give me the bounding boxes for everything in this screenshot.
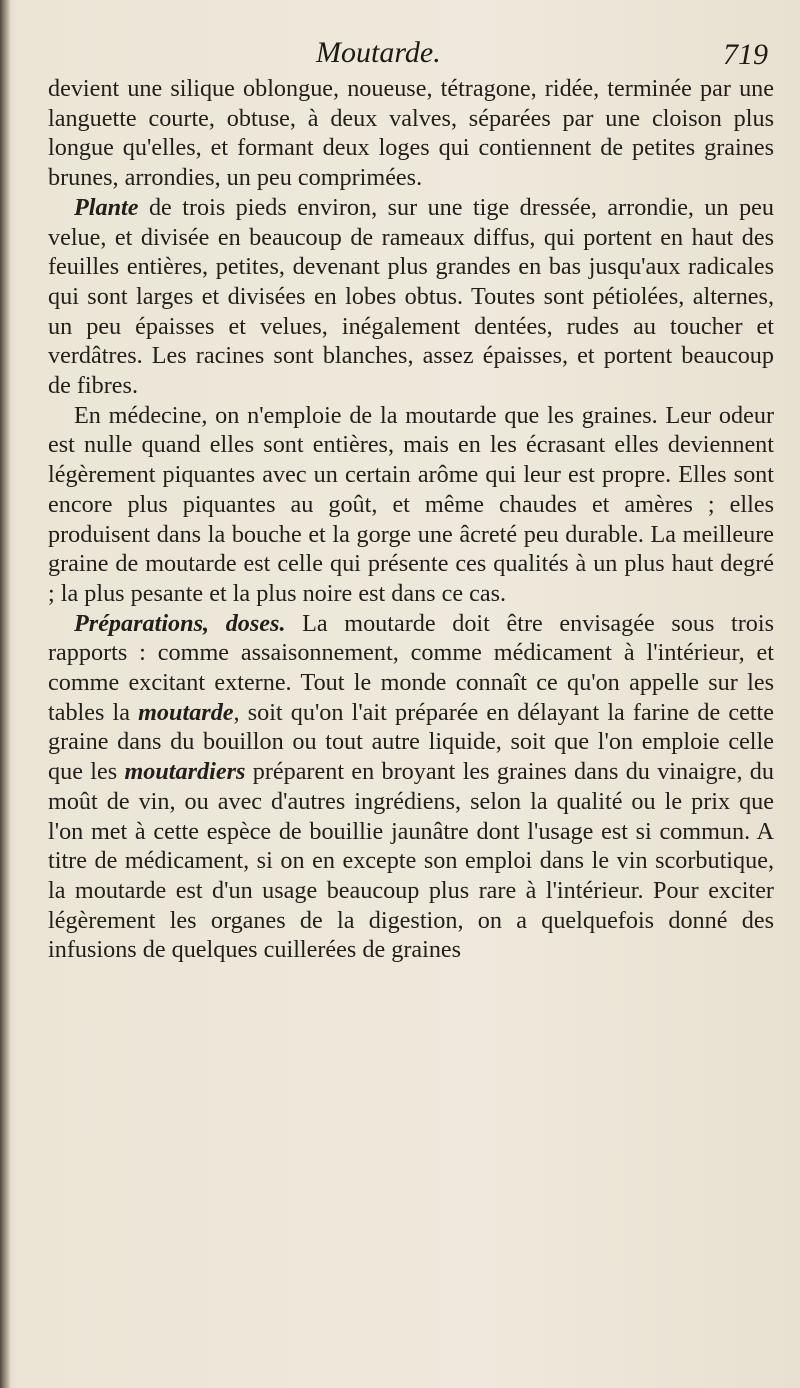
emphasis-moutardiers: moutardiers (124, 758, 246, 786)
paragraph-text: de trois pieds environ, sur une tige dressée, arrondie, un peu velue, et divisée en beaucoup de rameaux diffus, qui portent en haut des feuilles entières, petites, devenant plus grandes en bas jusqu'aux radicales qui sont larges et divisées en lobes obtus. Toutes sont pétiolées, alternes, un peu épaisses et velues, inégalement dentées, rudes au toucher et verdâtres. Les racines sont blanches, assez épaisses, et portent beaucoup de fibres. (48, 193, 774, 400)
paragraph-text: En médecine, on n'emploie de la moutarde que les graines. Leur odeur est nulle quand elles sont entières, mais en les écrasant elles deviennent légèrement piquantes avec un certain arôme qui leur est propre. Elles sont encore plus piquantes au goût, et même chaudes et amères ; elles produisent dans la bouche et la gorge une âcreté peu durable. La meilleure graine de moutarde est celle qui présente ces qualités à un plus haut degré ; la plus pesante et la plus noire est dans ce cas. (48, 401, 774, 607)
paragraph-silique (48, 74, 774, 193)
running-title: Moutarde. (316, 36, 441, 69)
paragraph-text: La moutarde doit être envisagée sous trois rapports : comme assaisonnement, comme médicament à l'intérieur, et comme excitant externe. Tout le monde connaît ce qu'on appelle sur les tables la (48, 609, 774, 726)
paragraph-plante (48, 193, 774, 401)
paragraph-medecine (48, 401, 774, 609)
emphasis-moutarde: moutarde (138, 698, 234, 726)
paragraph-lead: Préparations, doses. (74, 609, 286, 637)
body-text (48, 74, 774, 965)
paragraph-text: , soit qu'on l'ait préparée en délayant la farine de cette graine dans du bouillon ou tout autre liquide, soit que l'on emploie celle que les (48, 698, 774, 786)
page-header (48, 28, 768, 78)
paragraph-lead: Plante (74, 193, 139, 221)
page-binding-edge (0, 0, 10, 1388)
paragraph-preparations (48, 609, 774, 965)
paragraph-text: devient une silique oblongue, noueuse, tétragone, ridée, terminée par une languette courte, obtuse, à deux valves, séparées par une cloison plus longue qu'elles, et formant deux loges qui contiennent de petites graines brunes, arrondies, un peu comprimées. (48, 75, 774, 192)
page-number: 719 (723, 38, 768, 71)
paragraph-text: préparent en broyant les graines dans du vinaigre, du moût de vin, ou avec d'autres ingrédiens, selon la qualité ou le prix que l'on met à cette espèce de bouillie jaunâtre dont l'usage est si commun. A titre de médicament, si on en excepte son emploi dans le vin scorbutique, la moutarde est d'un usage beaucoup plus rare à l'intérieur. Pour exciter légèrement les organes de la digestion, on a quelquefois donné des infusions de quelques cuillerées de graines (48, 758, 774, 964)
